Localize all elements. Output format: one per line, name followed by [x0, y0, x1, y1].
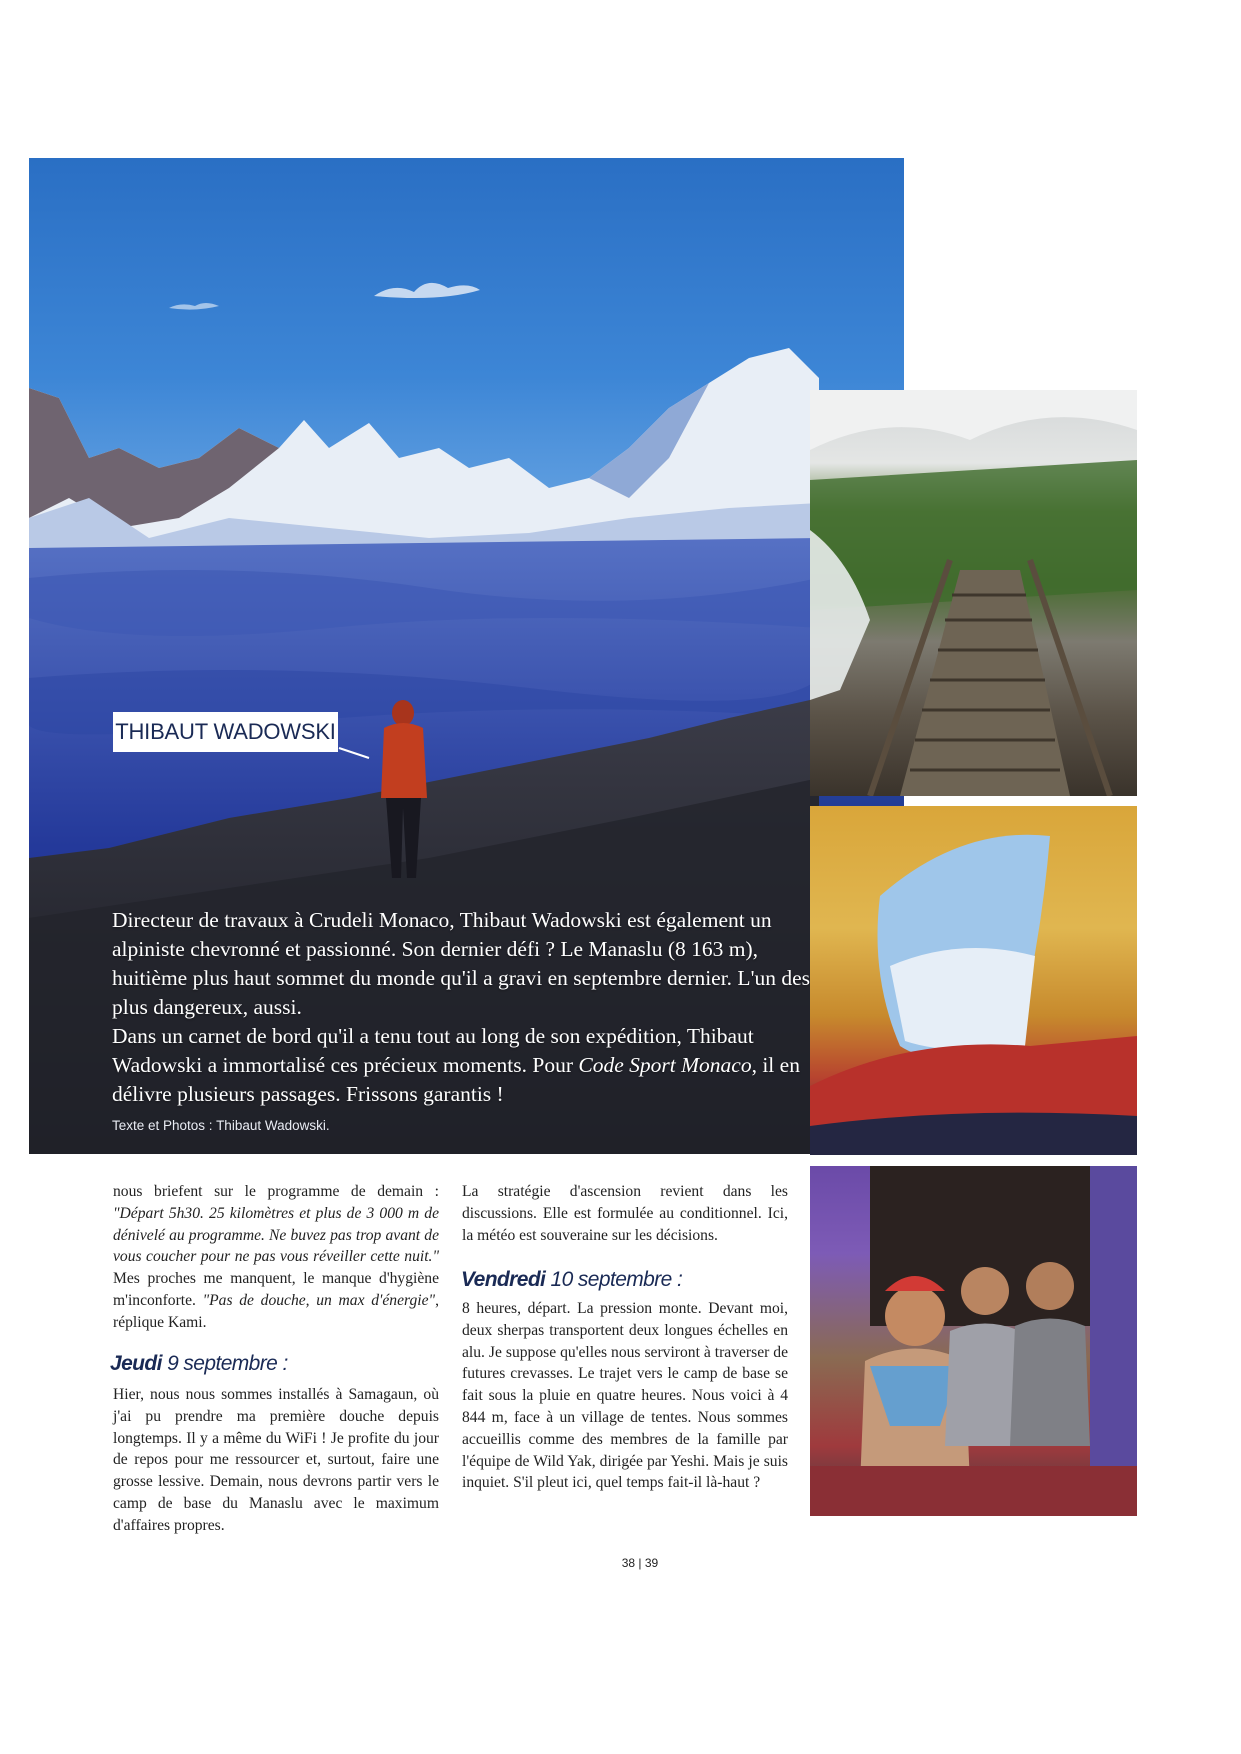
page-number: 38 | 39 — [621, 1556, 659, 1570]
quote-briefing: "Départ 5h30. 25 kilomètres et plus de 3 000 m de dénivelé au programme. Ne buvez pas trop avant de vous coucher pour ne pas vous réveiller cette nuit." — [113, 1204, 439, 1266]
heading-date: 9 septembre : — [161, 1352, 288, 1375]
end-text: , réplique Kami. — [113, 1291, 439, 1331]
quote-kami: "Pas de douche, un max d'énergie" — [202, 1291, 436, 1309]
name-tag: THIBAUT WADOWSKI — [113, 712, 338, 752]
column-left-section-2 — [113, 1384, 439, 1537]
bridge-photo — [810, 390, 1137, 796]
intro-paragraph-2-start: Dans un carnet de bord qu'il a tenu tout au long de son expédition, Thibaut Wadowski a immortalisé ces précieux moments. Pour — [112, 1024, 754, 1077]
magazine-name: Code Sport Monaco — [578, 1053, 752, 1077]
heading-day: Jeudi — [110, 1352, 162, 1375]
tent-photo — [810, 806, 1137, 1155]
lead-text: nous briefent sur le programme de demain : — [113, 1183, 439, 1200]
column-left — [113, 1181, 439, 1334]
column-middle — [462, 1181, 788, 1246]
vendredi-paragraph: 8 heures, départ. La pression monte. Devant moi, deux sherpas transportent deux longues échelles en alu. Je suppose qu'elles nous serviront à traverser de futures crevasses. Le trajet vers le camp de base se fait sous la pluie en quatre heures. Nous voici à 4 844 m, face à un village de tentes. Nous sommes accueillis comme des membres de la famille par l'équipe de Wild Yak, dirigée par Yeshi. Mais je suis inquiet. S'il pleut ici, quel temps fait-il là-haut ? — [462, 1300, 788, 1492]
photo-credit: Texte et Photos : Thibaut Wadowski. — [112, 1118, 330, 1133]
intro-text — [112, 906, 812, 1109]
column-mid-paragraph-1: La stratégie d'ascension revient dans les discussions. Elle est formulée au conditionnel. Ici, la météo est souveraine sur les décisions. — [462, 1183, 788, 1244]
heading-jeudi — [110, 1352, 440, 1376]
intro-paragraph-2 — [112, 1022, 812, 1109]
column-middle-section-2 — [462, 1298, 788, 1494]
column-left-paragraph-1 — [113, 1181, 439, 1334]
intro-paragraph-1: Directeur de travaux à Crudeli Monaco, Thibaut Wadowski est également un alpiniste chevronné et passionné. Son dernier défi ? Le Manaslu (8 163 m), huitième plus haut sommet du monde qu'il a gravi en septembre dernier. L'un des plus dangereux, aussi. — [112, 908, 810, 1019]
heading-day: Vendredi — [461, 1268, 546, 1291]
sherpas-photo — [810, 1166, 1137, 1516]
heading-vendredi — [461, 1268, 791, 1292]
jeudi-paragraph: Hier, nous nous sommes installés à Samagaun, où j'ai pu prendre ma première douche depuis longtemps. Il y a même du WiFi ! Je profite du jour de repos pour me ressourcer et, surtout, faire une grosse lessive. Demain, nous devrons partir vers le camp de base du Manaslu avec le maximum d'affaires propres. — [113, 1386, 439, 1534]
heading-date: 10 septembre : — [545, 1268, 683, 1291]
mid-text: Mes proches me manquent, le manque d'hygiène m'inconforte. — [113, 1270, 439, 1309]
intro-paragraph-2-end: , il en délivre plusieurs passages. Frissons garantis ! — [112, 1053, 800, 1106]
